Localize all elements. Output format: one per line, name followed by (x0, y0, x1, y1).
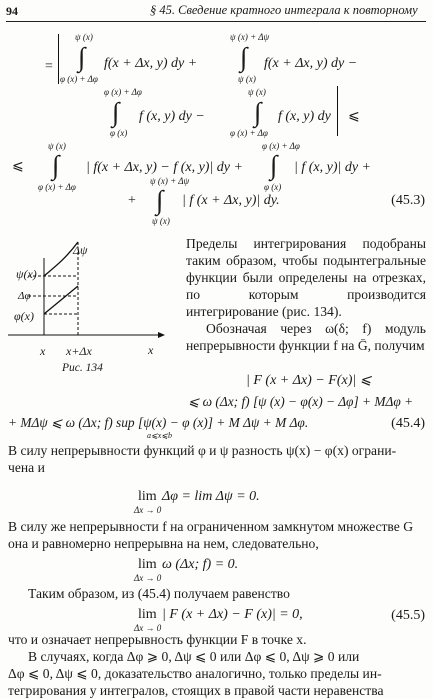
x-plus-dx-tick-label: x+Δx (66, 344, 92, 358)
integral-sign: ∫ (240, 42, 248, 72)
delta-phi-label: Δφ (18, 290, 31, 302)
equation-number: (45.4) (391, 416, 425, 431)
formula-line: ⩽ ω (Δx; f) [ψ (x) − φ(x) − Δφ] + MΔφ + (188, 394, 414, 409)
text-line: В силу же непрерывности f на ограниченном замкнутом множестве G (8, 519, 414, 534)
abs-bar-left (58, 34, 59, 84)
limit-lower: ψ (x) (238, 74, 256, 84)
integrand: | f (x, y)| dy + (294, 160, 371, 175)
limit-upper: ψ (x) (248, 87, 266, 97)
integral-sign: ∫ (156, 185, 164, 215)
integral-sign: ∫ (270, 150, 278, 180)
text-line: В силу непрерывности функций φ и ψ разность ψ(x) − φ(x) ограни- (8, 443, 397, 458)
formula-line: + MΔψ ⩽ ω (Δx; f) sup [ψ(x) − φ (x)] + M Δψ + M Δφ. (8, 415, 309, 430)
limit-upper: φ (x) + Δφ (262, 141, 300, 151)
running-title: § 45. Сведение кратного интеграла к повторному (150, 3, 418, 17)
lim-subscript: Δx → 0 (134, 623, 162, 633)
paragraph: Обозначая через ω(δ; f) модуль непрерывности функции f на Ḡ, получим (186, 321, 426, 353)
equation-number: (45.5) (391, 608, 425, 623)
integrand: f (x, y) dy (278, 109, 331, 124)
x-tick-label: x (40, 344, 46, 358)
formula-line: | F (x + Δx) − F(x)| ⩽ (246, 373, 372, 388)
limit-lower: φ (x) (110, 128, 128, 138)
limit-upper: ψ (x) + Δψ (230, 32, 270, 42)
less-equal: ⩽ (348, 109, 360, 124)
limit-upper: ψ (x) + Δψ (150, 176, 190, 186)
limit-lower: φ (x) + Δφ (60, 74, 98, 84)
page-number: 94 (6, 4, 18, 18)
limit-upper: ψ (x) (75, 32, 93, 42)
phi-curve-label: φ(x) (14, 309, 34, 323)
delta-psi-label: Δψ (73, 243, 88, 257)
limit-upper: φ (x) + Δφ (104, 87, 142, 97)
limit-upper: ψ (x) (48, 141, 66, 151)
paragraph: Пределы интегрирования подобраны таким образом, чтобы подынтегральные функции были определены на отрезках, по которым производится интегрирование (рис. 134). (186, 236, 426, 319)
text-line: тегрирования у интегралов, стоящих в правой части неравенства (8, 683, 384, 698)
text-line: В случаях, когда Δφ ⩾ 0, Δψ ⩽ 0 или Δφ ⩽ 0, Δψ ⩾ 0 или (28, 649, 360, 664)
integrand: f(x + Δx, y) dy + (104, 56, 198, 71)
integrand: f (x, y) dy − (139, 109, 205, 124)
abs-bar-right (337, 86, 338, 136)
formula-line: | F (x + Δx) − F (x)| = 0, (162, 607, 303, 622)
x-axis-label: x (148, 343, 154, 357)
header-rule (6, 21, 426, 22)
lim-word: lim (138, 489, 157, 504)
text-line: чена и (8, 460, 45, 475)
text-line: она и равномерно непрерывна на нем, следовательно, (8, 536, 319, 551)
integral-sign: ∫ (254, 97, 262, 127)
figure-134 (8, 238, 170, 360)
limit-lower: φ (x) + Δφ (38, 182, 76, 192)
formula-line: ω (Δx; f) = 0. (162, 557, 239, 572)
limit-lower: φ (x) + Δφ (230, 128, 268, 138)
less-equal: ⩽ (12, 159, 24, 174)
limit-lower: φ (x) (264, 182, 282, 192)
integrand: | f(x + Δx, y) − f (x, y)| dy + (86, 160, 243, 175)
integrand: f(x + Δx, y) dy − (264, 56, 358, 71)
plus-sign: + (128, 193, 136, 208)
integral-sign: ∫ (78, 42, 86, 72)
lim-subscript: Δx → 0 (134, 505, 162, 515)
lim-word: lim (138, 557, 157, 572)
psi-curve-label: ψ(x) (16, 267, 37, 281)
lim-word: lim (138, 607, 157, 622)
text-line: Таким образом, из (45.4) получаем равенство (28, 586, 290, 601)
formula-line: Δφ = lim Δψ = 0. (162, 489, 260, 504)
figure-caption: Рис. 134 (62, 362, 103, 374)
eq-equals: = (45, 59, 53, 74)
text-line: что и означает непрерывность функции F в точке x. (8, 632, 307, 647)
integral-sign: ∫ (112, 97, 120, 127)
integrand: | f (x + Δx, y)| dy. (182, 193, 280, 208)
equation-number: (45.3) (391, 193, 425, 208)
sup-subscript: a⩽x⩽b (147, 431, 172, 440)
text-line: Δφ ⩽ 0, Δψ ⩽ 0, доказательство аналогично, только пределы ин- (8, 666, 382, 681)
limit-lower: ψ (x) (152, 216, 170, 226)
integral-sign: ∫ (52, 150, 60, 180)
lim-subscript: Δx → 0 (134, 573, 162, 583)
